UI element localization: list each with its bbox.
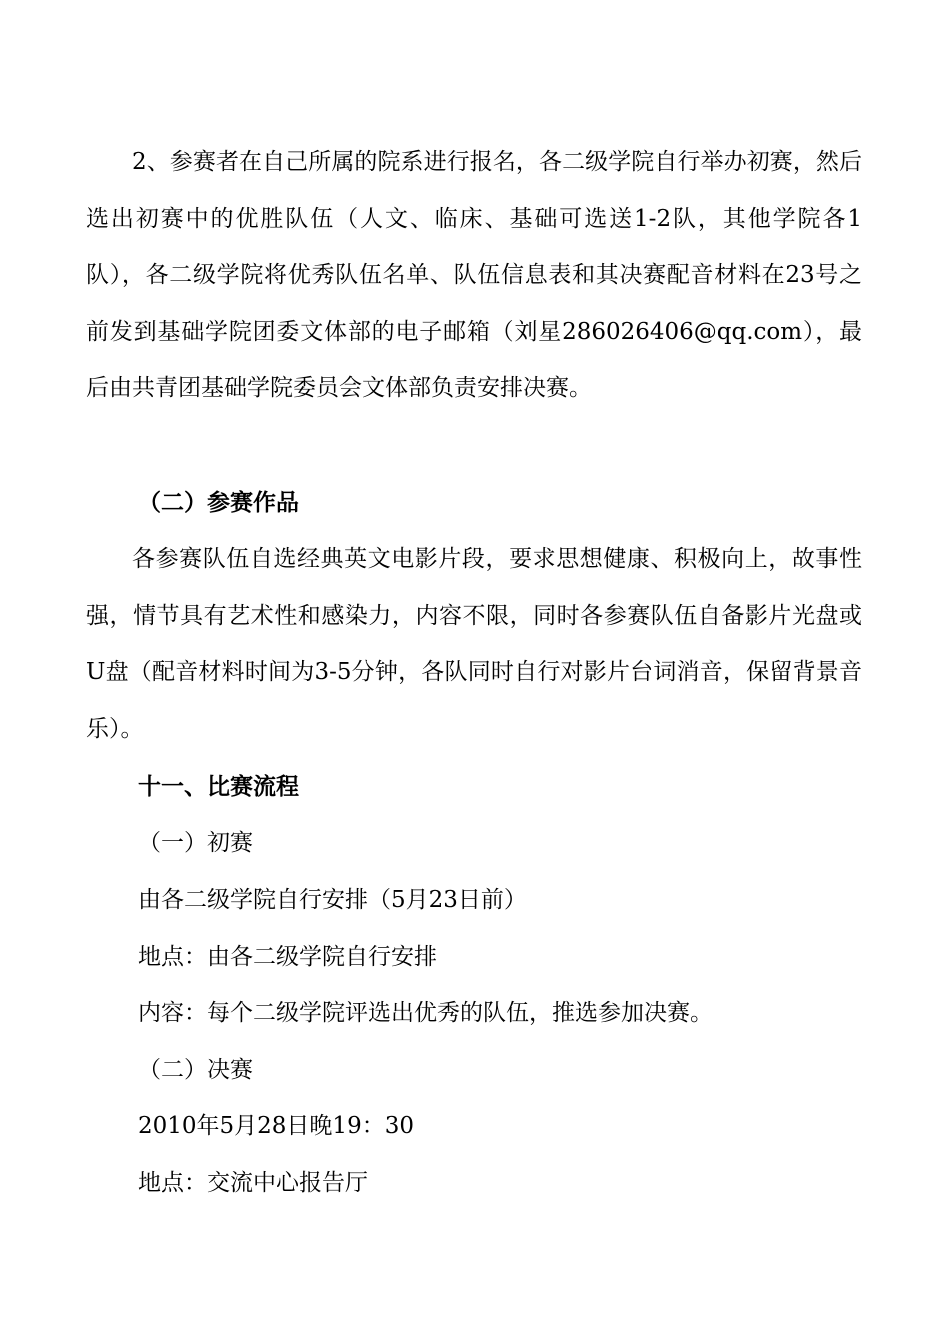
works-paragraph: 各参赛队伍自选经典英文电影片段，要求思想健康、积极向上，故事性强，情节具有艺术性和感染力，内容不限，同时各参赛队伍自备影片光盘或U盘（配音材料时间为3-5分钟，各队同时自行对影片台词消音，保留背景音乐）。 xyxy=(86,546,862,742)
final-place: 地点：交流中心报告厅 xyxy=(138,1170,368,1196)
prelim-content: 内容：每个二级学院评选出优秀的队伍，推选参加决赛。 xyxy=(138,1000,713,1026)
prelim-heading: （一）初赛 xyxy=(138,830,253,856)
section-heading-process: 十一、比赛流程 xyxy=(138,773,299,800)
prelim-place: 地点：由各二级学院自行安排 xyxy=(138,944,437,970)
final-time: 2010年5月28日晚19：30 xyxy=(138,1113,414,1139)
section-heading-works: （二）参赛作品 xyxy=(138,489,299,516)
final-heading: （二）决赛 xyxy=(138,1057,253,1083)
prelim-time: 由各二级学院自行安排（5月23日前） xyxy=(138,887,527,913)
registration-paragraph: 2、参赛者在自己所属的院系进行报名，各二级学院自行举办初赛，然后选出初赛中的优胜队伍（人文、临床、基础可选送1-2队，其他学院各1队），各二级学院将优秀队伍名单、队伍信息表和其决赛配音材料在23号之前发到基础学院团委文体部的电子邮箱（刘星286026406@qq.com），最后由共青团基础学院委员会文体部负责安排决赛。 xyxy=(86,149,862,401)
